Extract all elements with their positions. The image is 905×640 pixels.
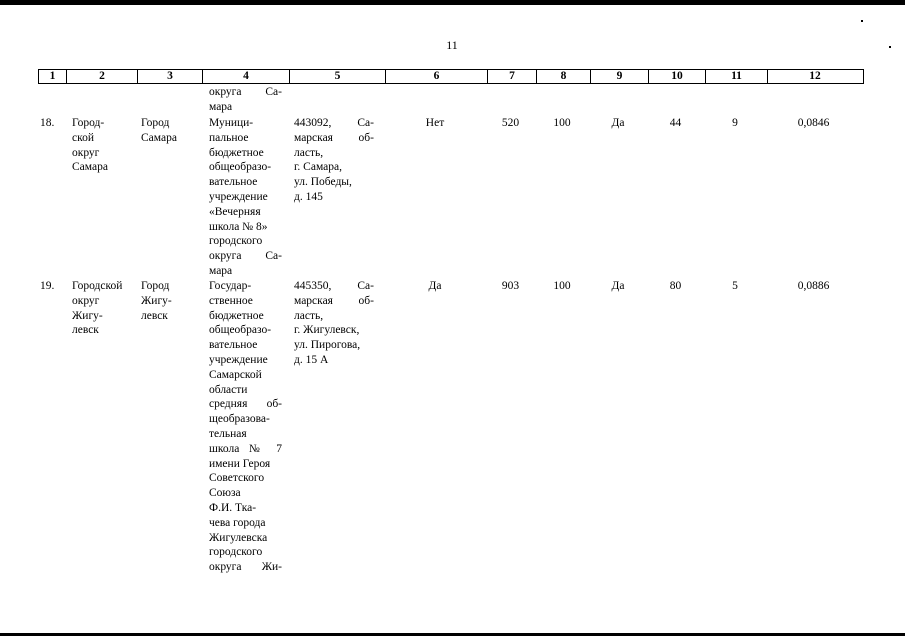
name-line: вательное <box>209 176 258 189</box>
col7-value: 903 <box>501 280 520 292</box>
institution-name-cell <box>209 279 282 575</box>
city-line: Город <box>141 280 170 292</box>
col10-value: 44 <box>669 117 682 129</box>
address-line: г. Жигулевск, <box>294 324 360 337</box>
city-line: Жигу- <box>141 294 172 307</box>
name-line: округа Са- <box>209 250 282 263</box>
header-col-4: 4 <box>202 70 289 83</box>
name-line: имени Героя <box>209 457 271 470</box>
name-line: Советского <box>209 472 265 485</box>
row-number: 19. <box>40 280 55 292</box>
name-line: Самарской <box>209 368 262 381</box>
name-line: чева города <box>209 516 266 529</box>
continuation-line: мара <box>209 100 233 113</box>
name-line: Союза <box>209 487 241 500</box>
header-col-7: 7 <box>487 70 536 83</box>
table-header <box>38 69 864 84</box>
header-col-12: 12 <box>767 70 862 83</box>
col12-value: 0,0886 <box>797 280 830 292</box>
name-line: тельная <box>209 427 247 440</box>
name-line: пальное <box>209 131 249 144</box>
address-line: 445350, Са- <box>294 280 374 292</box>
header-col-6: 6 <box>385 70 487 83</box>
name-line: общеобразо- <box>209 161 272 174</box>
name-line: ственное <box>209 294 253 307</box>
address-line: ласть, <box>294 146 324 159</box>
address-line: ласть, <box>294 309 324 322</box>
continuation-text <box>209 85 282 115</box>
col11-value: 9 <box>732 117 738 129</box>
district-line: округ <box>72 146 100 159</box>
col7-value: 520 <box>501 117 520 129</box>
col6-value: Да <box>428 280 442 292</box>
name-line: «Вечерняя <box>209 205 261 218</box>
address-line: д. 15 А <box>294 353 329 366</box>
col6-value: Нет <box>425 117 445 129</box>
name-line: школа № 8» <box>209 220 268 233</box>
address-cell <box>294 116 374 205</box>
col12-value: 0,0846 <box>797 117 830 129</box>
address-line: марская об- <box>294 131 374 144</box>
name-line: Ф.И. Тка- <box>209 501 257 514</box>
col9-value: Да <box>611 117 625 129</box>
header-col-11: 11 <box>705 70 767 83</box>
address-line: г. Самара, <box>294 161 342 174</box>
name-line: Государ- <box>209 280 252 292</box>
district-line: округ <box>72 294 100 307</box>
address-line: д. 145 <box>294 190 323 203</box>
name-line: мара <box>209 264 233 277</box>
name-line: учреждение <box>209 353 268 366</box>
name-line: средняя об- <box>209 398 282 411</box>
row-number: 18. <box>40 117 55 129</box>
name-line: школа № 7 <box>209 442 282 455</box>
name-line: бюджетное <box>209 146 264 159</box>
col8-value: 100 <box>553 117 571 129</box>
address-line: марская об- <box>294 294 374 307</box>
city-cell <box>141 279 172 323</box>
city-line: Самара <box>141 131 177 144</box>
district-line: Город- <box>72 117 105 129</box>
address-line: ул. Победы, <box>294 176 352 189</box>
col8-value: 100 <box>553 280 571 292</box>
header-col-8: 8 <box>536 70 590 83</box>
header-col-5: 5 <box>289 70 385 83</box>
name-line: Муници- <box>209 117 254 129</box>
district-cell <box>72 279 122 338</box>
address-line: ул. Пирогова, <box>294 339 361 352</box>
district-line: Самара <box>72 161 108 174</box>
institution-name-cell <box>209 116 282 279</box>
name-line: Жигулевска <box>209 531 268 544</box>
col9-value: Да <box>611 280 625 292</box>
scan-speck <box>861 20 863 22</box>
header-col-2: 2 <box>66 70 137 83</box>
col10-value: 80 <box>669 280 682 292</box>
district-line: ской <box>72 131 95 144</box>
address-cell <box>294 279 374 368</box>
name-line: учреждение <box>209 190 268 203</box>
name-line: области <box>209 383 248 396</box>
continuation-line: округа Са- <box>209 86 282 98</box>
top-border <box>0 0 905 5</box>
page-number: 11 <box>446 38 458 52</box>
district-cell <box>72 116 108 175</box>
name-line: городского <box>209 546 263 559</box>
district-line: Городской <box>72 280 123 292</box>
district-line: левск <box>72 324 99 337</box>
name-line: щеобразова- <box>209 413 270 426</box>
city-cell <box>141 116 177 146</box>
header-col-1: 1 <box>49 70 56 82</box>
scan-speck <box>889 46 891 48</box>
name-line: округа Жи- <box>209 561 282 574</box>
city-line: левск <box>141 309 168 322</box>
col11-value: 5 <box>732 280 738 292</box>
district-line: Жигу- <box>72 309 103 322</box>
header-col-10: 10 <box>648 70 705 83</box>
address-line: 443092, Са- <box>294 117 374 129</box>
name-line: городского <box>209 235 263 248</box>
name-line: бюджетное <box>209 309 264 322</box>
header-col-3: 3 <box>137 70 202 83</box>
bottom-border <box>0 633 905 636</box>
city-line: Город <box>141 117 170 129</box>
name-line: общеобразо- <box>209 324 272 337</box>
name-line: вательное <box>209 339 258 352</box>
header-col-9: 9 <box>590 70 648 83</box>
